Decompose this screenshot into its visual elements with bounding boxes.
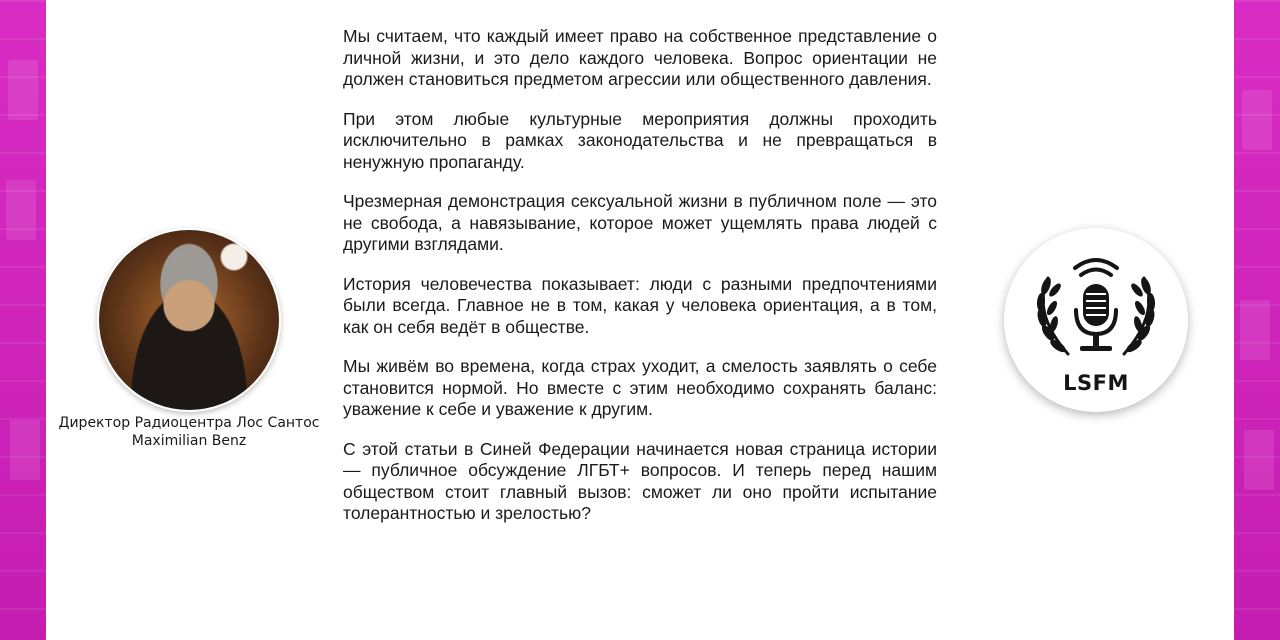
background-building-shape (8, 60, 38, 120)
author-name: Maximilian Benz (131, 433, 247, 449)
background-building-shape (6, 180, 36, 240)
article-paragraph: Мы живём во времена, когда страх уходит, а смелость заявлять о себе становится нормой. Но вместе с этим необходимо сохранять баланс: уважение к себе и уважение к другим. (343, 356, 937, 419)
article-paragraph: Мы считаем, что каждый имеет право на собственное представление о личной жизни, и это дело каждого человека. Вопрос ориентации не должен становиться предметом агрессии или общественного давления. (343, 26, 937, 89)
article-paragraph: История человечества показывает: люди с разными предпочтениями были всегда. Главное не в том, какая у человека ориентация, а в том, как он себя ведёт в обществе. (343, 273, 937, 337)
content-panel (46, 0, 1234, 640)
author-avatar (97, 228, 281, 412)
lsfm-logo (1004, 228, 1188, 412)
left-decorative-strip (0, 0, 46, 640)
author-role: Директор Радиоцентра Лос Сантос (58, 415, 320, 431)
right-decorative-strip (1234, 0, 1280, 640)
author-card (46, 228, 332, 450)
article-paragraph: Чрезмерная демонстрация сексуальной жизни в публичном поле — это не свобода, а навязывание, которое может ущемлять права людей с другими взглядами. (343, 191, 937, 254)
article-paragraph: С этой статьи в Синей Федерации начинается новая страница истории — публичное обсуждение ЛГБТ+ вопросов. И теперь перед нашим обществом стоит главный вызов: сможет ли оно пройти испытание толерантностью и зрелостью? (343, 438, 937, 523)
background-building-shape (1242, 90, 1272, 150)
background-building-shape (1240, 300, 1270, 360)
article-body (343, 26, 937, 543)
logo-text: LSFM (1063, 371, 1129, 395)
background-person-shape (1244, 430, 1274, 490)
article-paragraph: При этом любые культурные мероприятия должны проходить исключительно в рамках законодательства и не превращаться в ненужную пропаганду. (343, 108, 937, 172)
background-person-shape (10, 420, 40, 480)
